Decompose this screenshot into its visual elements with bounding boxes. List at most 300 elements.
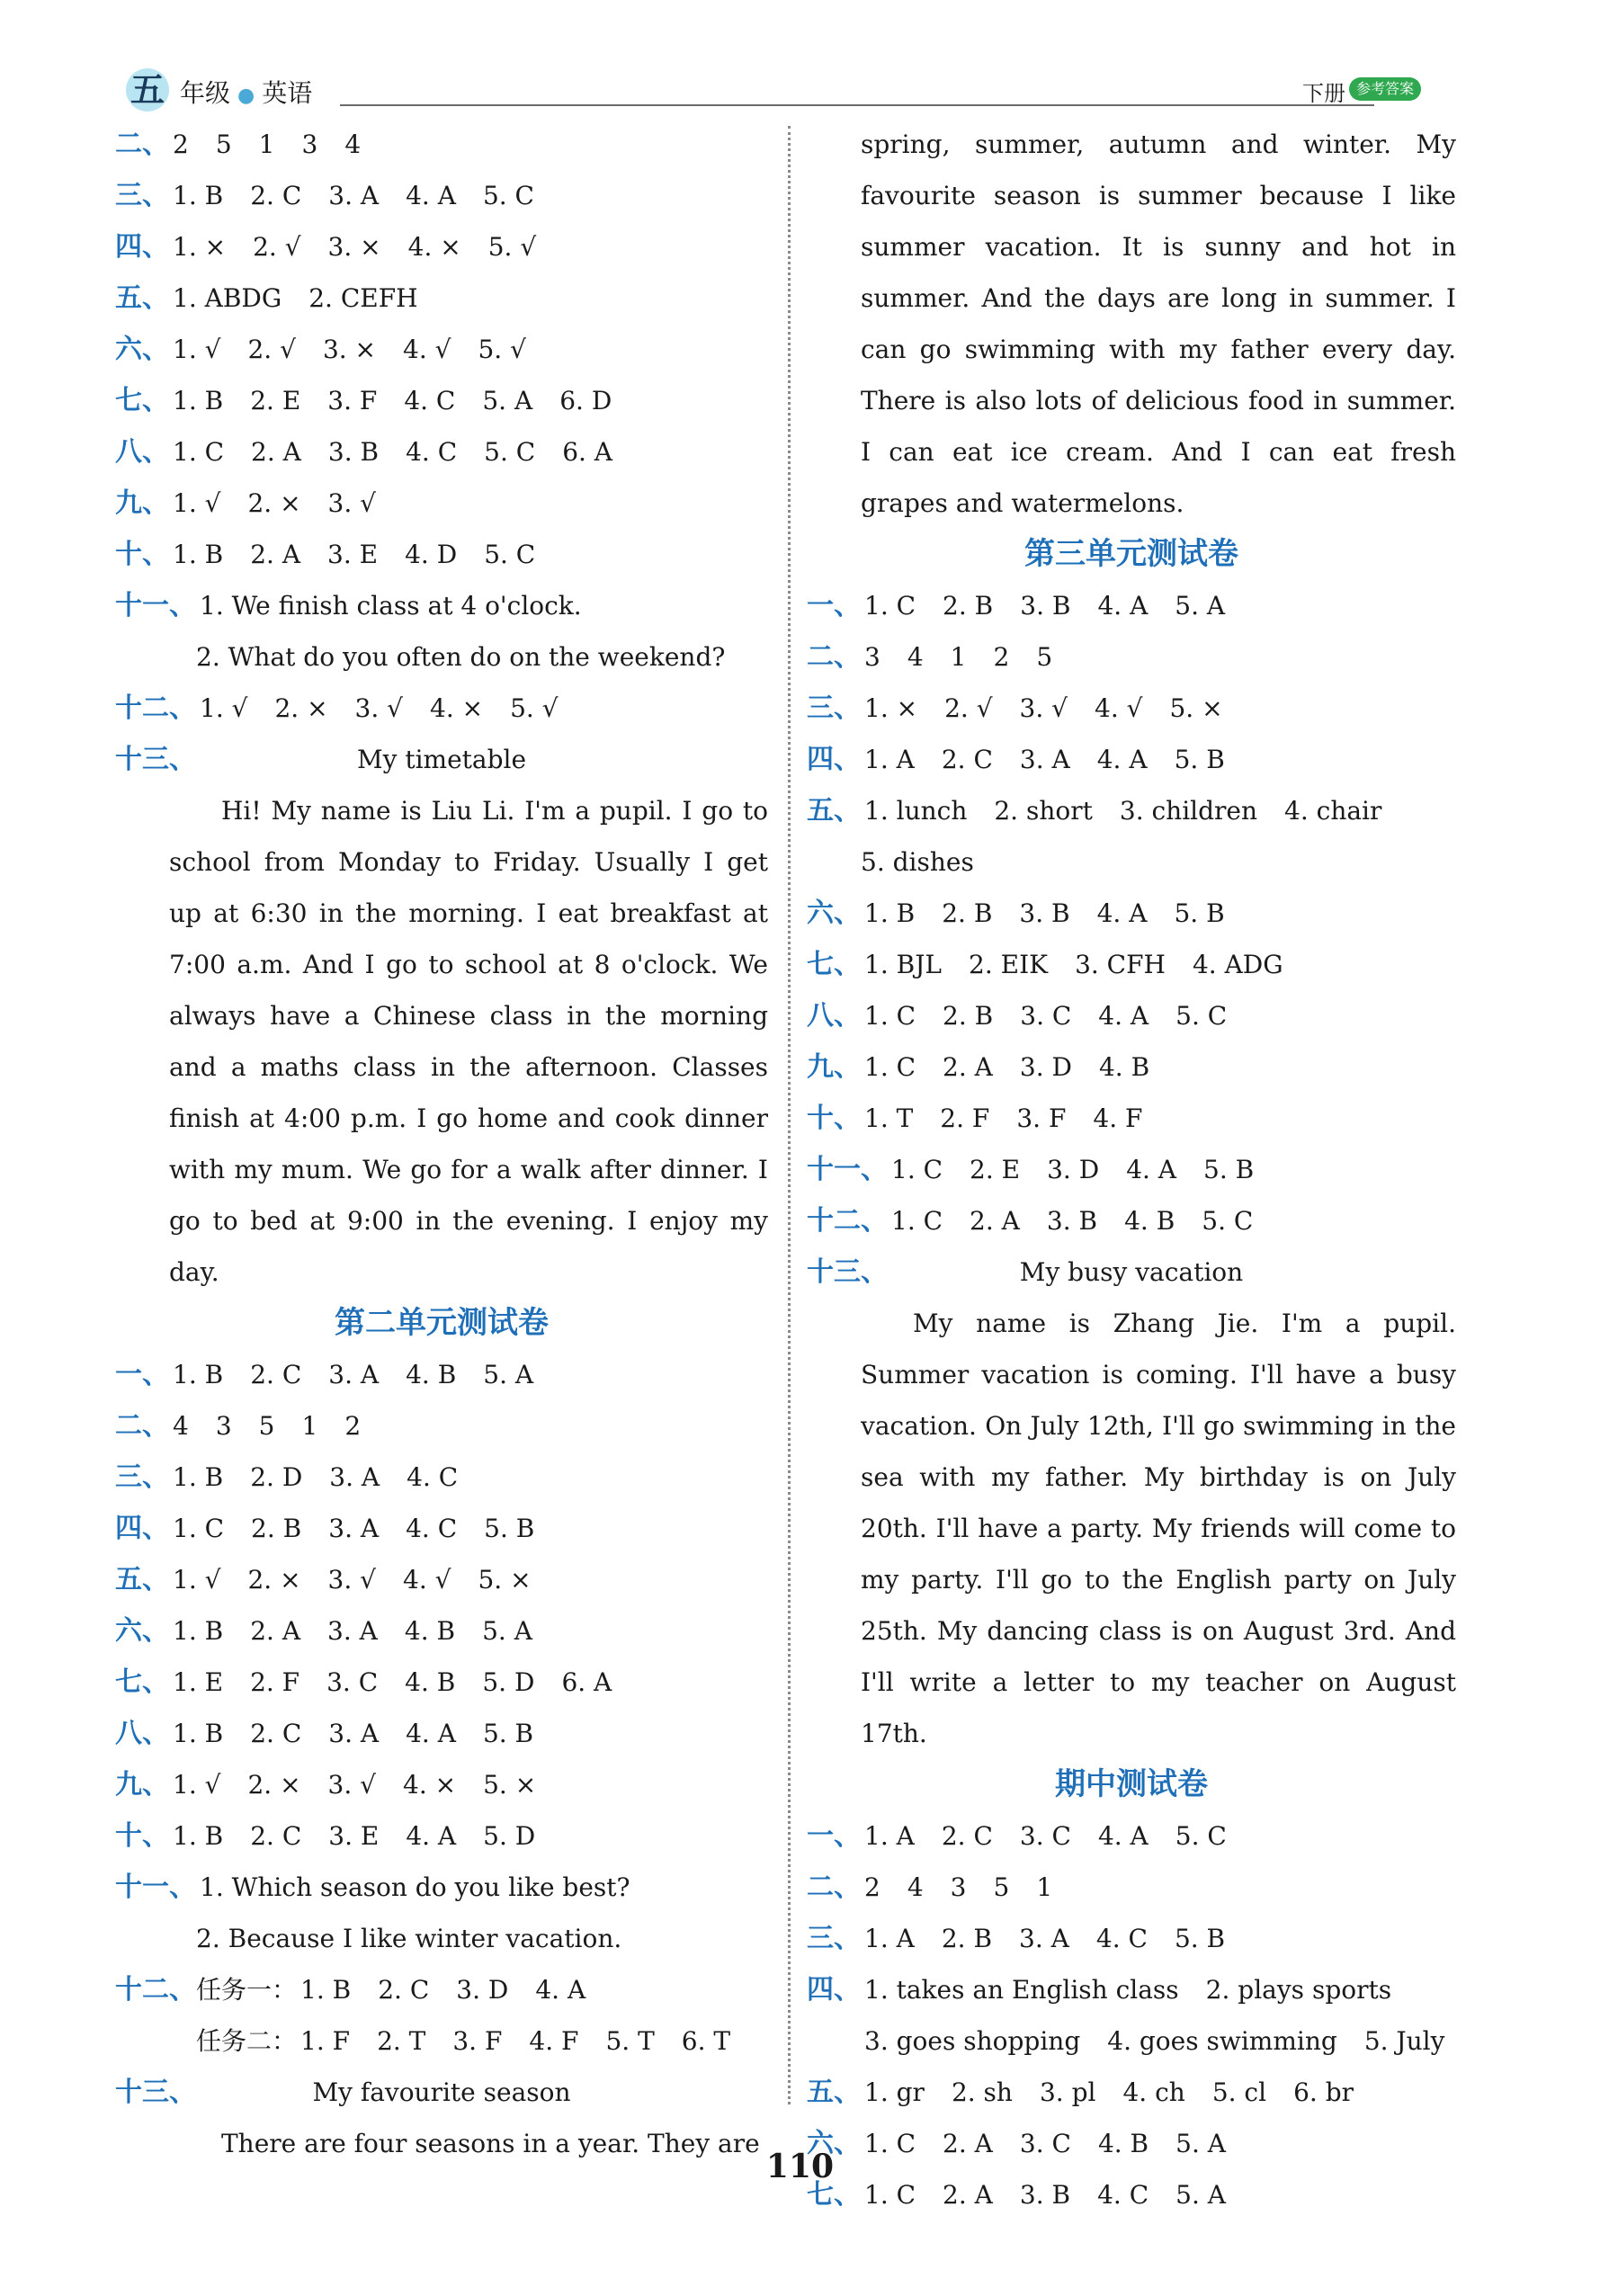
essay-title: My busy vacation <box>1019 1257 1244 1287</box>
answer-item: 1. lunch <box>864 796 968 826</box>
answer-items <box>864 1872 1079 1902</box>
answer-item: 3. D <box>1047 1155 1100 1184</box>
answer-row <box>807 1913 1456 1964</box>
answer-item: 2 <box>864 1872 880 1902</box>
question-number: 十一、 <box>115 590 196 621</box>
answer-item: 4. B <box>1098 1052 1150 1082</box>
answer-item: 1. √ <box>173 335 221 364</box>
answer-row <box>115 1503 768 1554</box>
answer-item: 5. √ <box>478 335 526 364</box>
answer-item: 5. × <box>483 1770 537 1800</box>
section-title: 第二单元测试卷 <box>335 1305 549 1341</box>
answer-row <box>807 683 1456 734</box>
answer-item: 3. B <box>1046 1206 1098 1236</box>
answer-items <box>864 898 1252 928</box>
question-number: 十三、 <box>807 1256 888 1288</box>
subject-label: 英语 <box>262 78 313 108</box>
answer-item: 4. B <box>1124 1206 1175 1236</box>
answer-row <box>115 1810 768 1862</box>
answer-list <box>807 888 1456 1246</box>
answer-item: 2. EIK <box>969 950 1049 979</box>
answer-item: 5. C <box>1202 1206 1254 1236</box>
answer-items <box>173 1667 639 1697</box>
answer-item: 1 <box>1036 1872 1053 1902</box>
answer-row <box>115 426 768 478</box>
answer-continuation: 2. What do you often do on the weekend? <box>196 642 726 672</box>
answer-row <box>115 1759 768 1810</box>
answer-item: 2. A <box>943 1052 993 1082</box>
answer-item: 1. F <box>300 2026 351 2056</box>
answer-items <box>864 745 1252 774</box>
answer-item: 5. × <box>478 1565 532 1595</box>
answer-item: 2 <box>993 642 1010 672</box>
answer-item: 1. × <box>173 232 227 262</box>
page-number: 110 <box>765 2148 835 2185</box>
answer-item: 2. plays sports <box>1205 1975 1392 2005</box>
question-number: 十、 <box>115 539 169 570</box>
question-number: 十一、 <box>115 1872 196 1903</box>
answer-list <box>115 119 768 580</box>
answer-items <box>200 693 585 723</box>
answer-item: 4. A <box>1126 1155 1177 1184</box>
answer-item: 3. pl <box>1039 2077 1096 2107</box>
question-number: 一、 <box>115 1359 169 1390</box>
answer-item: 1. E <box>173 1667 224 1697</box>
answer-item: 2. B <box>941 1924 993 1953</box>
answer-row <box>807 990 1456 1041</box>
answer-item: 5. A <box>482 386 533 415</box>
answer-item: 3 <box>950 1872 967 1902</box>
essay-title: My favourite season <box>312 2077 571 2107</box>
answer-item: 3. A <box>1019 1924 1069 1953</box>
answer-item: 4. ch <box>1122 2077 1185 2107</box>
answer-item: 5. July <box>1363 2026 1445 2056</box>
answer-item: 4. × <box>407 232 461 262</box>
answer-row <box>115 1400 768 1452</box>
answer-item: 3. B <box>1019 2180 1071 2210</box>
answer-row <box>807 1093 1456 1144</box>
answer-item: 5. √ <box>487 232 537 262</box>
answer-items <box>173 1719 560 1748</box>
answer-item: 4. A <box>1098 1001 1149 1031</box>
answer-item: 5. B <box>482 1719 534 1748</box>
answer-items <box>173 181 561 210</box>
answer-item: 5. T <box>605 2026 655 2056</box>
answer-text: 1. Which season do you like best? <box>200 1872 630 1902</box>
question-number: 十二、 <box>115 1974 196 2006</box>
answer-item: 4. F <box>1093 1103 1143 1133</box>
answer-item: 2. × <box>274 693 328 723</box>
answer-item: 3. A <box>327 1616 378 1646</box>
answer-items <box>864 591 1252 621</box>
answer-row <box>115 119 768 170</box>
answer-item: 3 <box>215 1411 232 1441</box>
answer-item: 4. C <box>1095 1924 1148 1953</box>
answer-item: 4. B <box>405 1667 456 1697</box>
answer-item: 1. C <box>173 1514 225 1543</box>
answer-item: 5. B <box>1174 1924 1226 1953</box>
question-number: 四、 <box>807 744 861 775</box>
answer-item: 2. A <box>250 1616 301 1646</box>
answer-items <box>300 1975 612 2005</box>
answer-item: 5. C <box>482 181 534 210</box>
answer-item: 5. C <box>484 437 536 467</box>
answer-item: 5. A <box>482 1616 532 1646</box>
answer-item: 5. A <box>1175 2129 1226 2158</box>
answer-item: 5. A <box>1175 2180 1226 2210</box>
answer-row <box>115 1964 768 2015</box>
task-label: 任务二： <box>196 2026 298 2056</box>
answer-item: 1. A <box>864 1924 915 1953</box>
question-number: 二、 <box>807 641 861 673</box>
answer-items <box>173 1360 560 1389</box>
answer-item: 2. C <box>250 1360 302 1389</box>
volume-label: 下册 <box>1302 81 1345 106</box>
answer-item: 2. B <box>942 898 993 928</box>
answer-item: 4. goes swimming <box>1107 2026 1337 2056</box>
answer-row <box>807 1810 1456 1862</box>
answer-item: 2. B <box>943 1001 994 1031</box>
question-number: 五、 <box>115 282 169 314</box>
question-number: 二、 <box>807 1872 861 1903</box>
answer-item: 2 <box>344 1411 362 1441</box>
answer-item: 2. √ <box>944 693 993 723</box>
question-number: 七、 <box>807 949 861 980</box>
answer-item: 1. √ <box>173 1770 221 1800</box>
question-number: 七、 <box>807 2179 861 2211</box>
answer-items <box>173 130 388 159</box>
answer-item: 4. √ <box>1095 693 1143 723</box>
answer-item: 1. B <box>173 386 224 415</box>
answer-item: 3. A <box>1019 745 1070 774</box>
dot-separator-icon: ● <box>237 85 255 107</box>
answer-item: 4. √ <box>403 335 451 364</box>
answer-item: 6. T <box>681 2026 731 2056</box>
answer-items <box>173 1514 561 1543</box>
answer-item: 1 <box>301 1411 318 1441</box>
question-number: 六、 <box>115 1615 169 1647</box>
answer-row <box>115 1452 768 1503</box>
answer-item: 5. B <box>1174 898 1225 928</box>
answer-item: 2. A <box>251 437 301 467</box>
grade-subject <box>180 74 312 110</box>
answer-item: 4. A <box>1096 745 1148 774</box>
answer-items <box>864 796 1408 826</box>
answer-items <box>173 386 639 415</box>
answer-continuation: 2. Because I like winter vacation. <box>196 1924 622 1953</box>
answer-row <box>807 1041 1456 1093</box>
answer-item: 4. A <box>535 1975 586 2005</box>
answer-row <box>807 2067 1456 2118</box>
answer-item: 3. B <box>327 437 380 467</box>
answer-row <box>807 1246 1456 1298</box>
answer-item: 4. chair <box>1284 796 1382 826</box>
answer-item: 2. sh <box>951 2077 1013 2107</box>
answer-item: 6. A <box>561 1667 612 1697</box>
answer-item: 4 <box>907 642 924 672</box>
answer-item: 2. A <box>250 540 301 569</box>
answer-item: 5. A <box>1175 591 1226 621</box>
answer-item: 4. C <box>407 1462 459 1492</box>
answer-item: 4. A <box>406 1821 457 1851</box>
answer-item: 4. C <box>404 386 456 415</box>
answer-item: 5 <box>993 1872 1010 1902</box>
answer-item: 4 <box>173 1411 189 1441</box>
answer-item: 3. C <box>326 1667 379 1697</box>
left-column <box>115 119 768 2169</box>
answer-item: 5 <box>258 1411 275 1441</box>
answer-row <box>115 2067 768 2118</box>
answer-item: 1. gr <box>864 2077 925 2107</box>
answer-item: 5. B <box>484 1514 535 1543</box>
answer-items <box>173 232 563 262</box>
question-number: 八、 <box>115 1718 169 1749</box>
answer-item: 1. C <box>891 1155 943 1184</box>
answer-item: 2 <box>173 130 189 159</box>
answer-items <box>864 1821 1254 1851</box>
answer-row <box>807 580 1456 631</box>
essay-paragraph: My name is Zhang Jie. I'm a pupil. Summer vacation is coming. I'll have a busy vacation. On July 12th, I'll go swimming in the sea with my father. My birthday is on July 20th. I'll have a party. My friends will come to my party. I'll go to the English party on July 25th. My dancing class is on August 3rd. And I'll write a letter to my teacher on August 17th. <box>861 1309 1456 1748</box>
answer-items <box>300 2026 757 2056</box>
answer-item: 2. C <box>250 181 302 210</box>
answer-item: 4. × <box>403 1770 457 1800</box>
answer-item: 1. C <box>864 2180 916 2210</box>
answer-item: 1. B <box>864 898 916 928</box>
answer-item: 5 <box>215 130 232 159</box>
answer-item: 6. br <box>1293 2077 1354 2107</box>
answer-item: 5. B <box>1174 745 1225 774</box>
answer-item: 1. C <box>864 1001 916 1031</box>
question-number: 六、 <box>807 898 861 929</box>
answer-item: 2. √ <box>247 335 296 364</box>
answer-items <box>173 1770 563 1800</box>
question-number: 十二、 <box>807 1205 888 1237</box>
answer-row <box>807 631 1456 683</box>
answer-item: 3. B <box>1019 898 1070 928</box>
answer-items <box>864 642 1079 672</box>
answer-item: 2. CEFH <box>308 283 418 313</box>
question-number: 十三、 <box>115 744 196 775</box>
grade-badge: 五 <box>126 68 169 112</box>
right-column <box>807 119 1456 2220</box>
answer-list <box>807 1810 1456 1964</box>
question-number: 二、 <box>115 129 169 160</box>
page-header <box>117 65 1457 119</box>
answer-item: 5 <box>1036 642 1053 672</box>
answer-item: 1. B <box>173 540 224 569</box>
question-number: 八、 <box>115 436 169 468</box>
answer-item: 3. √ <box>327 488 377 518</box>
answer-items <box>173 335 553 364</box>
answer-item: 3. goes shopping <box>864 2026 1081 2056</box>
answer-item: 4. C <box>1097 2180 1149 2210</box>
answer-item: 2. A <box>943 2129 993 2158</box>
answer-item: 2. B <box>943 591 994 621</box>
answer-item: 2. B <box>251 1514 302 1543</box>
question-number: 六、 <box>807 2128 861 2159</box>
answer-item: 3. A <box>328 1360 380 1389</box>
answer-item: 2. × <box>247 1565 301 1595</box>
answer-item: 1. C <box>864 2129 916 2158</box>
answer-item: 3. B <box>1020 591 1071 621</box>
answer-item: 1. takes an English class <box>864 1975 1179 2005</box>
answer-item: 3. √ <box>327 1565 377 1595</box>
question-number: 十一、 <box>807 1154 888 1185</box>
answer-item: 5. B <box>1203 1155 1255 1184</box>
answer-item: 1. A <box>864 745 915 774</box>
answer-item: 1. B <box>173 1360 224 1389</box>
answer-row <box>115 1708 768 1759</box>
answer-row <box>115 1862 768 1913</box>
answer-item: 5. D <box>482 1667 535 1697</box>
answer-row <box>115 580 768 631</box>
answer-item: 5. C <box>484 540 536 569</box>
answer-row <box>115 1554 768 1605</box>
question-number: 七、 <box>115 385 169 416</box>
answer-item: 2. C <box>250 1821 302 1851</box>
question-number: 三、 <box>115 1461 169 1493</box>
answer-list <box>807 580 1456 785</box>
answer-items <box>173 540 562 569</box>
answer-item: 3. √ <box>1019 693 1068 723</box>
answer-row <box>807 1964 1456 2015</box>
answer-item: 1. ABDG <box>173 283 282 313</box>
answer-row <box>115 324 768 375</box>
question-number: 二、 <box>115 1410 169 1442</box>
answer-row <box>115 2015 768 2067</box>
answer-item: 1. C <box>173 437 225 467</box>
question-number: 四、 <box>115 231 169 263</box>
task-label: 任务一： <box>196 1975 298 2005</box>
answer-item: 5. D <box>483 1821 536 1851</box>
answer-item: 1. B <box>300 1975 352 2005</box>
answer-item: 1. C <box>864 1052 916 1082</box>
answer-row <box>115 529 768 580</box>
answer-item: 2. C <box>378 1975 430 2005</box>
answer-item: 4. A <box>406 181 456 210</box>
answer-item: 4. A <box>1097 591 1149 621</box>
answer-item: 1. B <box>173 181 224 210</box>
question-number: 三、 <box>807 1923 861 1954</box>
answer-item: 4 <box>344 130 362 159</box>
answer-item: 1. B <box>173 1616 224 1646</box>
section-title: 期中测试卷 <box>1055 1766 1208 1802</box>
answer-continuation: 5. dishes <box>861 847 974 877</box>
answer-item: 2. T <box>377 2026 426 2056</box>
question-number: 七、 <box>115 1666 169 1698</box>
answer-continuation <box>807 2015 1456 2067</box>
question-number: 九、 <box>807 1051 861 1083</box>
question-number: 六、 <box>115 334 169 365</box>
question-number: 十、 <box>807 1103 861 1134</box>
answer-item: 3 <box>301 130 318 159</box>
answer-item: 1. √ <box>173 488 221 518</box>
answer-item: 3. × <box>327 232 381 262</box>
answer-item: 4. D <box>405 540 458 569</box>
answer-item: 4. C <box>406 437 458 467</box>
answer-item: 1. C <box>891 1206 943 1236</box>
answer-items <box>173 1462 485 1492</box>
answer-item: 2. A <box>943 2180 993 2210</box>
answer-item: 4. B <box>1097 2129 1149 2158</box>
answer-item: 2. A <box>970 1206 1020 1236</box>
answer-item: 1. BJL <box>864 950 943 979</box>
answer-items <box>173 1616 559 1646</box>
answer-item: 1. A <box>864 1821 915 1851</box>
answer-items <box>864 1924 1252 1953</box>
essay-title: My timetable <box>356 745 527 774</box>
answer-item: 3. A <box>328 181 380 210</box>
answer-item: 5. A <box>483 1360 534 1389</box>
answer-item: 3. A <box>328 1514 380 1543</box>
answer-row <box>115 1657 768 1708</box>
answer-item: 1. B <box>173 1462 224 1492</box>
answer-item: 6. D <box>559 386 612 415</box>
answer-row <box>115 272 768 324</box>
answer-item: 1. B <box>173 1821 224 1851</box>
column-divider <box>788 126 791 2104</box>
answer-item: 3. A <box>328 1719 380 1748</box>
question-number: 九、 <box>115 487 169 519</box>
answer-items <box>864 2026 1471 2056</box>
answer-row <box>115 683 768 734</box>
answer-item: 5. cl <box>1211 2077 1267 2107</box>
question-number: 十三、 <box>115 2077 196 2108</box>
answer-item: 6. A <box>562 437 613 467</box>
answer-item: 3. C <box>1019 2129 1071 2158</box>
answer-item: 1. √ <box>200 693 248 723</box>
answer-items <box>864 693 1250 723</box>
answer-item: 2. short <box>994 796 1093 826</box>
answer-row <box>807 785 1456 836</box>
answer-item: 3. √ <box>354 693 404 723</box>
answer-item: 3. children <box>1119 796 1258 826</box>
question-number: 四、 <box>807 1974 861 2006</box>
answer-item: 4. A <box>1096 898 1148 928</box>
answer-list <box>807 2067 1456 2220</box>
answer-item: 2. × <box>247 488 301 518</box>
answer-items <box>864 950 1310 979</box>
answer-item: 2. C <box>250 1719 302 1748</box>
answer-items <box>891 1155 1281 1184</box>
question-number: 四、 <box>115 1513 169 1544</box>
answer-item: 3 <box>864 642 880 672</box>
answer-item: 3. A <box>329 1462 380 1492</box>
answer-item: 3. CFH <box>1075 950 1166 979</box>
answer-item: 1. B <box>173 1719 224 1748</box>
answer-item: 4. B <box>404 1616 456 1646</box>
answer-item: 2. √ <box>253 232 301 262</box>
answer-row <box>807 1195 1456 1246</box>
question-number: 五、 <box>807 795 861 826</box>
answer-item: 3. C <box>1020 1001 1072 1031</box>
section-title: 第三单元测试卷 <box>1024 536 1238 572</box>
answer-item: 3. D <box>1019 1052 1072 1082</box>
answer-items <box>864 1052 1176 1082</box>
essay-paragraph: spring, summer, autumn and winter. My favourite season is summer because I like summer vacation. It is sunny and hot in summer. And the days are long in summer. I can go swimming with my father every day. There is also lots of delicious food in summer. I can eat ice cream. And I can eat fresh grapes and watermelons. <box>861 130 1456 518</box>
answer-item: 3. F <box>452 2026 503 2056</box>
answer-item: 1. T <box>864 1103 914 1133</box>
question-number: 一、 <box>807 1820 861 1852</box>
answer-text: 1. We finish class at 4 o'clock. <box>200 591 582 621</box>
answer-items <box>173 1565 559 1595</box>
answer-row <box>807 1862 1456 1913</box>
answer-item: 2. F <box>250 1667 300 1697</box>
answer-item: 1 <box>950 642 967 672</box>
answer-item: 2. D <box>250 1462 303 1492</box>
answer-row <box>115 734 768 785</box>
answer-row <box>115 1605 768 1657</box>
